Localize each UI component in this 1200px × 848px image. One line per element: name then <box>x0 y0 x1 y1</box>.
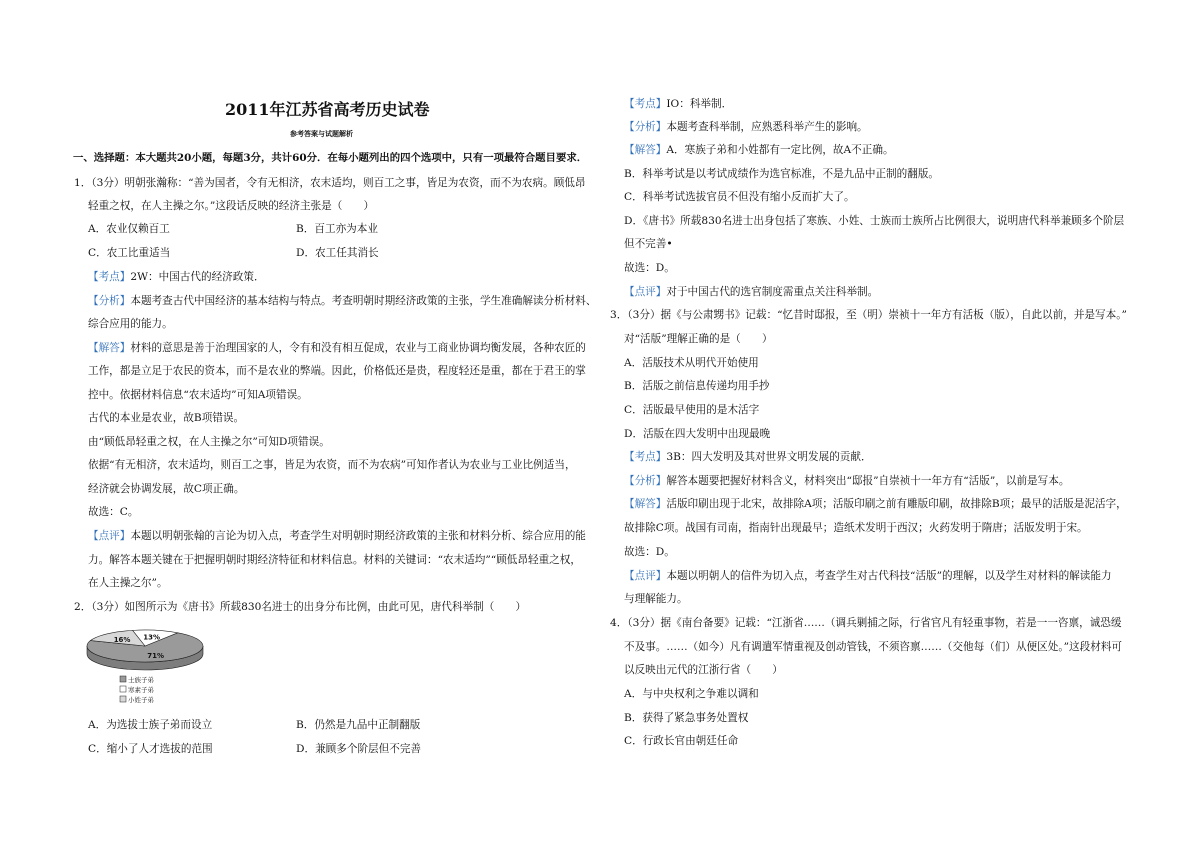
dianping-tag: 【点评】 <box>88 530 131 542</box>
q1-kaodian-text: 2W：中国古代的经济政策． <box>130 271 265 283</box>
q3-stem-line-2: 对“活版”理解正确的是（ ） <box>624 333 773 345</box>
q4-option-a: A．与中央权利之争难以调和 <box>624 688 759 700</box>
q2-jieda-line-2: B．科举考试是以考试成绩作为选官标准，不是九品中正制的翻版。 <box>624 168 940 180</box>
legend-label-3: 小姓子弟 <box>128 696 154 704</box>
dianping-tag: 【点评】 <box>624 286 667 298</box>
legend-swatch-3 <box>120 696 126 702</box>
q1-dianping <box>88 529 586 543</box>
q2-jieda-line-3: C．科举考试选拔官员不但没有缩小反而扩大了。 <box>624 191 855 203</box>
jieda-tag: 【解答】 <box>88 342 131 354</box>
q4-stem-line-3: 以反映出元代的江浙行省（ ） <box>624 664 783 676</box>
q3-fenxi-text: 解答本题要把握好材料含义，材料突出“邸报”自崇祯十一年方有“活版”，以前是写本。 <box>666 475 1070 487</box>
q2-dianping <box>624 285 878 299</box>
q3-jieda <box>624 497 1127 511</box>
q1-jieda-line-7: 经济就会协调发展，故C项正确。 <box>88 483 245 495</box>
q2-stem: 2．（3分）如图所示为《唐书》所载830名进士的出身分布比例，由此可见，唐代科举制（ ） <box>74 601 527 613</box>
q2-jieda <box>624 143 894 157</box>
q3-kaodian <box>624 450 872 464</box>
q3-dianping-line-2: 与理解能力。 <box>624 593 688 605</box>
q1-jieda-line-4: 古代的本业是农业，故B项错误。 <box>88 412 245 424</box>
jieda-tag: 【解答】 <box>624 498 667 510</box>
q2-jieda-line-5: 但不完善• <box>624 238 673 250</box>
q2-jieda-line-4: D．《唐书》所载830名进士出身包括了寒族、小姓、士族而士族所占比例很大，说明唐代科举兼顾多个阶层 <box>624 215 1125 227</box>
q1-fenxi-line-2: 综合应用的能力。 <box>88 318 173 330</box>
legend-label-2: 寒素子弟 <box>128 686 154 694</box>
q2-option-b: B．仍然是九品中正制翻版 <box>296 719 421 731</box>
dianping-tag: 【点评】 <box>624 570 667 582</box>
q1-dianping-line-3: 在人主操之尔”。 <box>88 577 168 589</box>
q2-kaodian <box>624 97 732 111</box>
q3-option-c: C．活版最早使用的是木活字 <box>624 404 760 416</box>
q1-option-a: A．农业仅赖百工 <box>88 223 170 235</box>
q3-dianping-text: 本题以明朝人的信件为切入点，考查学生对古代科技“活版”的理解，以及学生对材料的解读能力 <box>666 570 1112 582</box>
pie-label-3: 16% <box>113 635 131 644</box>
q3-kaodian-text: 3B：四大发明及其对世界文明发展的贡献． <box>666 451 872 463</box>
pie-label-1: 71% <box>147 652 165 661</box>
q1-answer: 故选：C。 <box>88 506 139 518</box>
q1-jieda-text: 材料的意思是善于治理国家的人，令有和没有相互促成，农业与工商业协调均衡发展，各种农匠的 <box>130 342 586 354</box>
q2-option-a: A．为选拔士族子弟而设立 <box>88 719 213 731</box>
q1-fenxi <box>88 294 597 308</box>
kaodian-tag: 【考点】 <box>88 271 131 283</box>
page-subtitle: 参考答案与试题解析 <box>290 129 353 138</box>
q3-option-b: B．活版之前信息传递均用手抄 <box>624 380 770 392</box>
q4-option-c: C．行政长官由朝廷任命 <box>624 735 739 747</box>
q1-dianping-line-2: 力。解答本题关键在于把握明朝时期经济特征和材料信息。材料的关键词：“农末适均”“顾低昂轻重之权， <box>88 554 581 566</box>
q2-kaodian-text: IO：科举制． <box>666 98 733 110</box>
q1-jieda-line-6: 依据“有无相济，农末适均，则百工之事，皆足为农资，而不为农病”可知作者认为农业与工业比例适当， <box>88 459 576 471</box>
q1-jieda-line-3: 控中。依据材料信息“农末适均”可知A项错误。 <box>88 389 308 401</box>
q3-answer: 故选：D。 <box>624 546 675 558</box>
page-title: 2011年江苏省高考历史试卷 <box>225 100 430 119</box>
q1-jieda-line-2: 工作，都是立足于农民的资本，而不是农业的弊端。因此，价格低还是贵，程度轻还是重，都在于君王的掌 <box>88 365 586 377</box>
section-heading: 一、选择题：本大题共20小题，每题3分，共计60分．在每小题列出的四个选项中，只有一项最符合题目要求． <box>73 152 588 164</box>
q1-option-d: D．农工任其消长 <box>296 247 379 259</box>
q2-dianping-text: 对于中国古代的选官制度需重点关注科举制。 <box>666 286 879 298</box>
q2-fenxi-text: 本题考查科举制，应熟悉科举产生的影响。 <box>666 121 868 133</box>
kaodian-tag: 【考点】 <box>624 98 667 110</box>
q2-option-d: D．兼顾多个阶层但不完善 <box>296 743 422 755</box>
q3-fenxi <box>624 474 1069 488</box>
q2-jieda-text: A．寒族子弟和小姓都有一定比例，故A不正确。 <box>666 144 894 156</box>
legend-swatch-1 <box>120 676 126 682</box>
q3-jieda-text: 活版印刷出现于北宋，故排除A项；活版印刷之前有雕版印刷，故排除B项；最早的活版是泥活字， <box>666 498 1127 510</box>
q1-kaodian <box>88 270 265 284</box>
q1-jieda-line-5: 由“顾低昂轻重之权，在人主操之尔”可知D项错误。 <box>88 436 330 448</box>
q1-jieda <box>88 341 586 355</box>
q2-answer: 故选：D。 <box>624 262 675 274</box>
q1-dianping-text: 本题以明朝张翰的言论为切入点，考查学生对明朝时期经济政策的主张和材料分析、综合应用的能 <box>130 530 586 542</box>
q3-stem-line-1: 3．（3分）据《与公肃甥书》记载：“忆昔时邸报，至（明）崇祯十一年方有活板（版），自此以前，并是写本。” <box>610 309 1127 321</box>
fenxi-tag: 【分析】 <box>88 295 131 307</box>
q1-stem-line-1: 1．（3分）明朝张瀚称：“善为国者，令有无相济，农末适均，则百工之事，皆足为农资，而不为农病。顾低昂 <box>74 177 586 189</box>
q3-jieda-line-2: 故排除C项。战国有司南，指南针出现最早；造纸术发明于西汉；火药发明于隋唐；活版发明于宋。 <box>624 522 1088 534</box>
q3-option-a: A．活版技术从明代开始使用 <box>624 357 759 369</box>
q3-dianping <box>624 569 1112 583</box>
legend-swatch-2 <box>120 686 126 692</box>
legend-label-1: 士族子弟 <box>128 676 154 684</box>
q4-stem-line-2: 不及事。……（如今）凡有调遣军情重视及创动管钱，不须咨禀……（交他每（们）从便区处。”这段材料可 <box>624 641 1123 653</box>
q2-fenxi <box>624 120 868 134</box>
kaodian-tag: 【考点】 <box>624 451 667 463</box>
q4-option-b: B．获得了紧急事务处置权 <box>624 712 749 724</box>
q1-option-b: B．百工亦为本业 <box>296 223 378 235</box>
pie-chart <box>85 624 215 714</box>
q1-fenxi-text: 本题考查古代中国经济的基本结构与特点。考查明朝时期经济政策的主张，学生准确解读分析材料、 <box>130 295 597 307</box>
fenxi-tag: 【分析】 <box>624 475 667 487</box>
jieda-tag: 【解答】 <box>624 144 667 156</box>
pie-label-2: 13% <box>143 633 161 642</box>
q2-option-c: C．缩小了人才选拔的范围 <box>88 743 213 755</box>
q1-stem-line-2: 轻重之权，在人主操之尔。”这段话反映的经济主张是（ ） <box>88 200 375 212</box>
q4-stem-line-1: 4．（3分）据《南台备要》记载：“江浙省……（调兵剿捕之际，行省官凡有轻重事物，若是一一咨禀，诚恐缓 <box>610 617 1122 629</box>
fenxi-tag: 【分析】 <box>624 121 667 133</box>
q3-option-d: D．活版在四大发明中出现最晚 <box>624 428 771 440</box>
q1-option-c: C．农工比重适当 <box>88 247 171 259</box>
